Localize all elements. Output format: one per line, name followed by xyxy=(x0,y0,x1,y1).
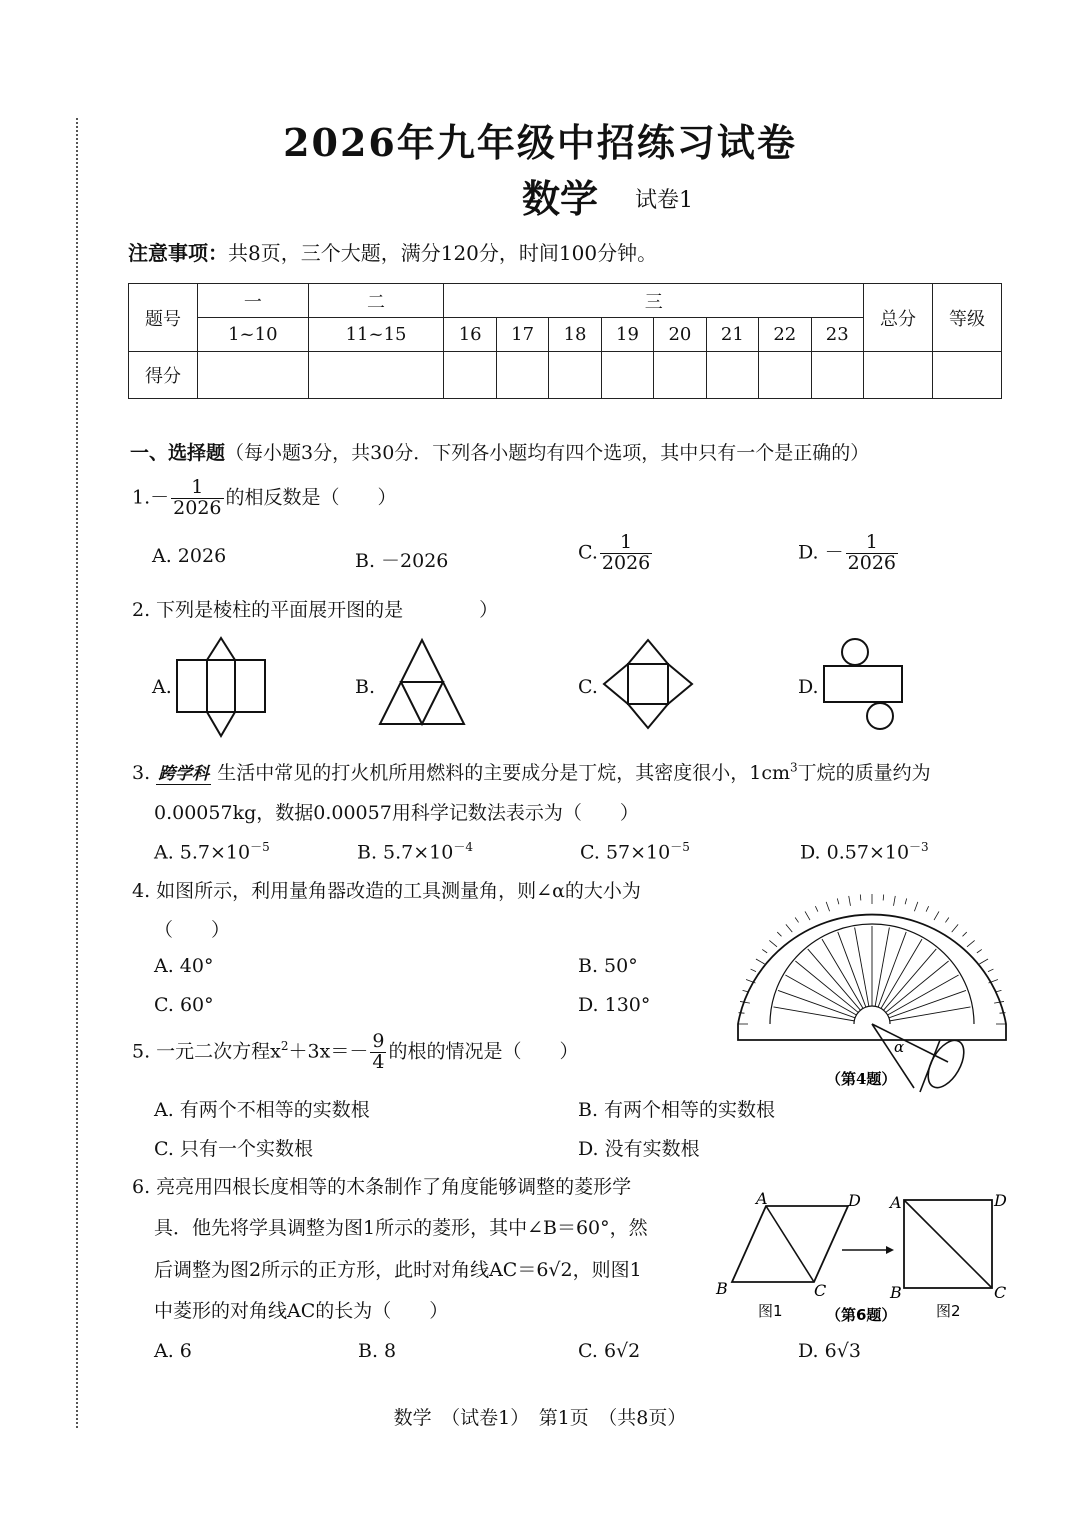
q6-option-a[interactable]: A. 6 xyxy=(154,1340,192,1362)
q3-b-exp: －4 xyxy=(453,840,473,854)
q5-option-d[interactable]: D. 没有实数根 xyxy=(578,1138,700,1160)
q2-figure-d xyxy=(820,636,906,732)
protractor-figure xyxy=(734,892,1010,1102)
fig2-point-c: C xyxy=(994,1283,1007,1302)
q1-numerator: 1 xyxy=(171,478,223,499)
q4-option-b[interactable]: B. 50° xyxy=(578,955,638,977)
subject-title: 数学 xyxy=(522,176,599,221)
q1-c-numerator: 1 xyxy=(600,533,652,554)
rhombus-square-figure xyxy=(700,1186,1014,1326)
protractor-tick xyxy=(837,898,839,904)
protractor-ray xyxy=(884,949,937,1010)
q4-option-d[interactable]: D. 130° xyxy=(578,994,651,1016)
q3-d-exp: －3 xyxy=(909,840,929,854)
range-cell: 23 xyxy=(811,318,864,352)
score-cell[interactable] xyxy=(933,352,1002,399)
q3-a-base: A. 5.7×10 xyxy=(154,841,251,864)
protractor-tick xyxy=(786,924,792,932)
row-label-question: 题号 xyxy=(129,284,198,352)
q2-figure-b xyxy=(376,636,468,728)
q6-option-b[interactable]: B. 8 xyxy=(358,1340,397,1362)
section-1-header: 一 xyxy=(198,284,309,318)
q3-option-d[interactable] xyxy=(800,838,929,863)
q5-option-b[interactable]: B. 有两个相等的实数根 xyxy=(578,1099,776,1121)
score-cell[interactable] xyxy=(198,352,309,399)
q3-c-exp: －5 xyxy=(670,840,690,854)
q4-caption: （第4题） xyxy=(826,1070,897,1088)
q1-d-label: D. － xyxy=(798,541,844,564)
range-cell: 18 xyxy=(549,318,601,352)
score-cell[interactable] xyxy=(444,352,496,399)
protractor-tick xyxy=(1000,1013,1006,1014)
cone-opening xyxy=(921,1034,971,1093)
protractor-tick xyxy=(952,924,958,932)
q5-numerator: 9 xyxy=(372,1030,385,1052)
range-cell: 21 xyxy=(706,318,758,352)
q5-option-a[interactable]: A. 有两个不相等的实数根 xyxy=(154,1099,370,1121)
q6-line-2: 具．他先将学具调整为图1所示的菱形，其中∠B＝60°，然 xyxy=(154,1217,648,1239)
q1-text: 的相反数是（ ） xyxy=(225,486,397,509)
protractor-ray xyxy=(878,932,906,1007)
protractor-ray xyxy=(808,949,861,1010)
fig2-point-b: B xyxy=(890,1283,902,1302)
protractor-tick xyxy=(967,940,975,946)
score-cell[interactable] xyxy=(308,352,444,399)
protractor-tick xyxy=(777,932,781,936)
fig1-label: 图1 xyxy=(758,1302,783,1320)
alpha-label: α xyxy=(894,1038,905,1056)
protractor-ray xyxy=(881,939,922,1008)
score-cell[interactable] xyxy=(864,352,933,399)
q3-sup: 3 xyxy=(789,760,798,775)
protractor-ray xyxy=(875,927,889,1006)
q2-option-b-label[interactable]: B. xyxy=(355,676,376,698)
protractor-tick xyxy=(826,902,829,911)
protractor-tick xyxy=(963,932,967,936)
range-cell: 11~15 xyxy=(308,318,444,352)
q5-sup: 2 xyxy=(280,1039,289,1054)
q5-option-c[interactable]: C. 只有一个实数根 xyxy=(154,1138,313,1160)
protractor-tick xyxy=(894,896,896,906)
protractor-tick xyxy=(977,949,982,952)
protractor-tick xyxy=(756,959,765,964)
q6-option-d[interactable]: D. 6√3 xyxy=(798,1340,861,1362)
q4-paren: （ ） xyxy=(154,919,231,941)
q1-number: 1. xyxy=(132,486,151,509)
protractor-ray xyxy=(888,975,959,1015)
protractor-tick xyxy=(905,898,907,904)
protractor-tick xyxy=(988,969,993,972)
q5-denominator: 4 xyxy=(372,1050,385,1073)
protractor-ray xyxy=(890,1007,971,1021)
q5-fraction xyxy=(370,1032,386,1073)
q3-b-base: B. 5.7×10 xyxy=(357,841,454,864)
fig2-point-a: A xyxy=(890,1193,902,1212)
q5-text-a: 5. 一元二次方程x xyxy=(132,1040,281,1063)
rhombus-diagonal xyxy=(766,1206,814,1282)
q6-caption: （第6题） xyxy=(826,1306,897,1324)
protractor-ray xyxy=(886,961,949,1012)
q1-d-fraction xyxy=(846,533,898,574)
protractor-tick xyxy=(815,906,818,911)
row-label-score: 得分 xyxy=(129,352,198,399)
range-cell: 16 xyxy=(444,318,496,352)
score-cell[interactable] xyxy=(811,352,864,399)
q2-figure-c xyxy=(600,636,696,732)
protractor-ray xyxy=(889,990,966,1017)
protractor-tick xyxy=(914,902,917,911)
score-cell[interactable] xyxy=(654,352,706,399)
protractor-tick xyxy=(934,911,939,920)
arrow-head-icon xyxy=(886,1246,894,1254)
protractor-ray xyxy=(778,990,855,1017)
question-3 xyxy=(132,758,1012,785)
q1-d-denominator: 2026 xyxy=(847,551,896,574)
score-cell[interactable] xyxy=(706,352,758,399)
section-2-header: 二 xyxy=(308,284,444,318)
section-1-desc: （每小题3分，共30分．下列各小题均有四个选项，其中只有一个是正确的） xyxy=(225,442,870,464)
fig1-point-a: A xyxy=(756,1189,768,1208)
protractor-tick xyxy=(945,918,948,923)
range-cell: 19 xyxy=(601,318,653,352)
q3-text-2: 0.00057kg，数据0.00057用科学记数法表示为（ ） xyxy=(154,802,639,824)
q6-option-c[interactable]: C. 6√2 xyxy=(578,1340,641,1362)
q2-option-d-label[interactable]: D. xyxy=(798,676,819,698)
q6-line-4: 中菱形的对角线AC的长为（ ） xyxy=(154,1300,449,1322)
notice-text: 共8页，三个大题，满分120分，时间100分钟。 xyxy=(228,241,658,265)
q2-option-c-label[interactable]: C. xyxy=(578,676,598,698)
protractor-ray xyxy=(822,939,863,1008)
notice xyxy=(128,237,657,266)
protractor-tick xyxy=(849,896,851,906)
range-cell: 22 xyxy=(759,318,811,352)
protractor-tick xyxy=(926,906,929,911)
binding-dotted-line xyxy=(76,118,78,1428)
q4-option-c[interactable]: C. 60° xyxy=(154,994,214,1016)
protractor-ray xyxy=(785,975,856,1015)
protractor-ray xyxy=(838,932,866,1007)
q2-option-a-label[interactable]: A. xyxy=(152,676,172,698)
q1-option-c[interactable] xyxy=(578,533,654,574)
q2-figure-a xyxy=(172,634,272,740)
question-2: 2. 下列是棱柱的平面展开图的是 ） xyxy=(132,599,499,621)
q6-line-3: 后调整为图2所示的正方形，此时对角线AC＝6√2，则图1 xyxy=(154,1259,642,1281)
page-footer: 数学 （试卷1） 第1页 （共8页） xyxy=(393,1407,687,1429)
q3-a-exp: －5 xyxy=(250,840,270,854)
protractor-tick xyxy=(762,949,767,952)
score-cell[interactable] xyxy=(601,352,653,399)
square-diagonal xyxy=(904,1200,992,1288)
protractor-tick xyxy=(751,969,756,972)
protractor-tick xyxy=(743,990,749,992)
protractor-tick xyxy=(795,918,798,923)
section-1-label: 一、选择题 xyxy=(130,442,226,464)
paper-label: 试卷1 xyxy=(635,188,693,213)
score-table xyxy=(128,283,1002,399)
q4-option-a[interactable]: A. 40° xyxy=(154,955,214,977)
question-1 xyxy=(132,478,397,519)
protractor-tick xyxy=(860,894,861,900)
range-cell: 1~10 xyxy=(198,318,309,352)
q5-text-b: ＋3x＝－ xyxy=(288,1040,369,1063)
q3-text-1: 生活中常见的打火机所用燃料的主要成分是丁烷，其密度很小，1cm xyxy=(217,762,790,784)
q1-option-d[interactable] xyxy=(798,533,900,574)
section-1-title xyxy=(130,438,869,465)
protractor-tick xyxy=(883,894,884,900)
q1-c-denominator: 2026 xyxy=(601,551,651,574)
protractor-tick xyxy=(769,940,777,946)
fig2-point-d: D xyxy=(994,1191,1007,1210)
protractor-arm xyxy=(872,1024,948,1062)
q3-c-base: C. 57×10 xyxy=(580,841,671,864)
protractor-ray xyxy=(774,1007,855,1021)
range-cell: 20 xyxy=(654,318,706,352)
q6-line-1: 6. 亮亮用四根长度相等的木条制作了角度能够调整的菱形学 xyxy=(132,1176,632,1198)
score-cell[interactable] xyxy=(759,352,811,399)
q1-minus: － xyxy=(150,486,170,509)
notice-label: 注意事项： xyxy=(128,241,228,265)
q3-option-b[interactable] xyxy=(357,838,473,863)
q1-option-a[interactable]: A. 2026 xyxy=(152,545,227,567)
q1-c-fraction xyxy=(600,533,652,574)
q1-d-numerator: 1 xyxy=(846,533,898,554)
range-cell: 17 xyxy=(496,318,548,352)
q1-c-label: C. xyxy=(578,541,598,564)
score-cell[interactable] xyxy=(496,352,548,399)
protractor-tick xyxy=(979,959,988,964)
score-cell[interactable] xyxy=(549,352,601,399)
q1-denominator: 2026 xyxy=(173,496,222,519)
interdisciplinary-logo: 跨学科 xyxy=(156,759,211,785)
fig1-point-c: C xyxy=(814,1281,827,1300)
q1-option-b[interactable]: B. －2026 xyxy=(355,550,449,572)
protractor-ray xyxy=(855,927,869,1006)
grade-header: 等级 xyxy=(933,284,1002,352)
q3-option-a[interactable] xyxy=(154,838,270,863)
question-4: 4. 如图所示，利用量角器改造的工具测量角，则∠α的大小为 xyxy=(132,880,641,902)
section-3-header: 三 xyxy=(444,284,864,318)
total-header: 总分 xyxy=(864,284,933,352)
q5-text-c: 的根的情况是（ ） xyxy=(388,1040,579,1063)
protractor-tick xyxy=(996,990,1002,992)
protractor-tick xyxy=(739,1013,745,1014)
protractor-tick xyxy=(805,911,810,920)
fig2-label: 图2 xyxy=(936,1302,961,1320)
question-5 xyxy=(132,1032,578,1073)
q3-text-1b: 丁烷的质量约为 xyxy=(797,762,931,784)
q3-option-c[interactable] xyxy=(580,838,690,863)
exam-title: 2026年九年级中招练习试卷 xyxy=(283,120,797,165)
q3-number: 3. xyxy=(132,762,151,784)
q3-d-base: D. 0.57×10 xyxy=(800,841,910,864)
fig1-point-d: D xyxy=(848,1191,861,1210)
fig1-point-b: B xyxy=(716,1279,728,1298)
q1-fraction xyxy=(171,478,223,519)
protractor-ray xyxy=(795,961,858,1012)
